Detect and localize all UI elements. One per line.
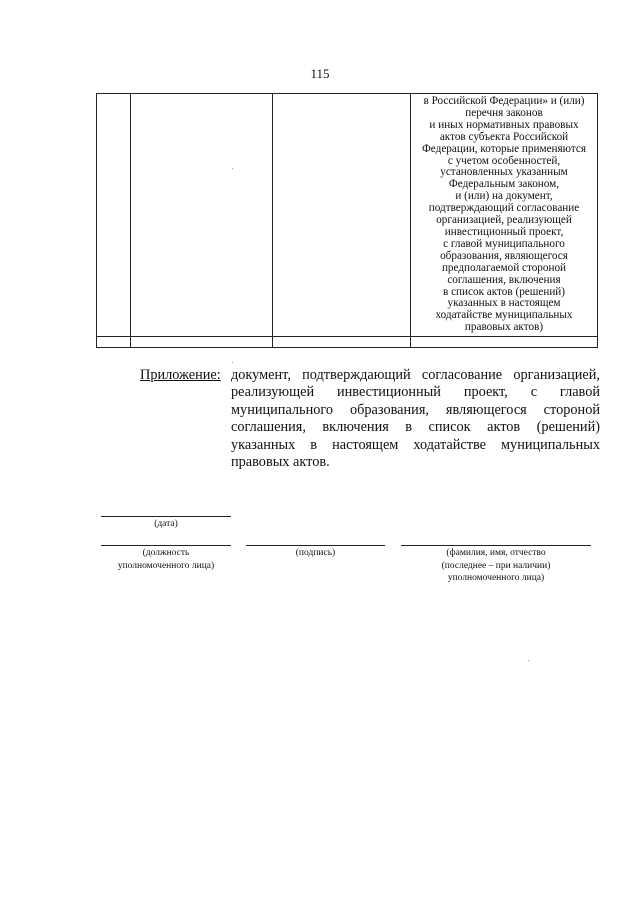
appendix-label: Приложение: (140, 367, 221, 383)
note-line: актов субъекта Российской (439, 130, 569, 143)
date-line (101, 516, 231, 517)
appendix-line: документ, подтверждающий согласование организацией, (231, 367, 600, 383)
note-line: образования, являющегося (440, 249, 568, 262)
table-cell (273, 337, 411, 348)
table-cell (131, 337, 273, 348)
continuation-table (96, 93, 598, 348)
appendix-line: реализующей инвестиционный проект, с главой (231, 384, 600, 401)
scan-speck (232, 362, 233, 363)
appendix-line: соглашения, включения в список актов (решений) (231, 419, 600, 436)
signature-line (246, 545, 385, 546)
appendix-line: правовых актов. (231, 454, 330, 471)
table-cell-note (411, 94, 598, 337)
position-caption-line: уполномоченного лица) (117, 560, 215, 571)
table-row (97, 94, 598, 337)
note-line: соглашения, включения (447, 273, 561, 286)
note-line: организацией, реализующей (436, 214, 572, 227)
name-line (401, 545, 591, 546)
note-line: с учетом особенностей, (447, 154, 561, 167)
note-line: ходатайстве муниципальных (435, 309, 573, 322)
signature-caption: (подпись) (295, 548, 336, 558)
scan-speck (232, 168, 233, 169)
note-line: Федерации, которые применяются (421, 142, 587, 155)
position-caption-line: (должность (142, 548, 190, 558)
name-caption (401, 547, 591, 585)
note-line: правовых актов) (464, 321, 544, 334)
note-line: перечня законов (465, 106, 543, 119)
table-row-empty (97, 337, 598, 348)
name-caption-line: уполномоченного лица) (447, 573, 545, 583)
scan-speck (528, 660, 529, 661)
table-cell-value (273, 94, 411, 337)
note-line: указанных в настоящем (447, 297, 561, 310)
table-cell-number (97, 94, 131, 337)
note-line: подтверждающий согласование (428, 202, 580, 215)
table-cell (97, 337, 131, 348)
date-caption: (дата) (154, 519, 178, 529)
note-line: с главой муниципального (443, 237, 565, 250)
appendix-line: указанных в настоящем ходатайстве муниципальных (231, 436, 600, 453)
table-cell-name (131, 94, 273, 337)
appendix-text (231, 367, 600, 471)
position-caption (96, 547, 236, 572)
note-line: предполагаемой стороной (441, 261, 567, 274)
note-line: Федеральным законом, (448, 178, 560, 191)
page-number: 115 (310, 66, 330, 81)
note-line: и иных нормативных правовых (429, 118, 579, 131)
note-line: установленных указанным (440, 166, 568, 179)
position-line (101, 545, 231, 546)
name-caption-line: (фамилия, имя, отчество (446, 548, 546, 558)
appendix-line: муниципального образования, являющегося стороной (231, 401, 600, 418)
table-cell (411, 337, 598, 348)
note-line: и (или) на документ, (455, 190, 553, 203)
note-text (411, 94, 597, 336)
name-caption-line: (последнее – при наличии) (441, 560, 551, 571)
note-line: в Российской Федерации» и (или) (423, 95, 585, 107)
note-line: в список актов (решений) (442, 285, 566, 298)
note-line: инвестиционный проект, (444, 225, 564, 238)
